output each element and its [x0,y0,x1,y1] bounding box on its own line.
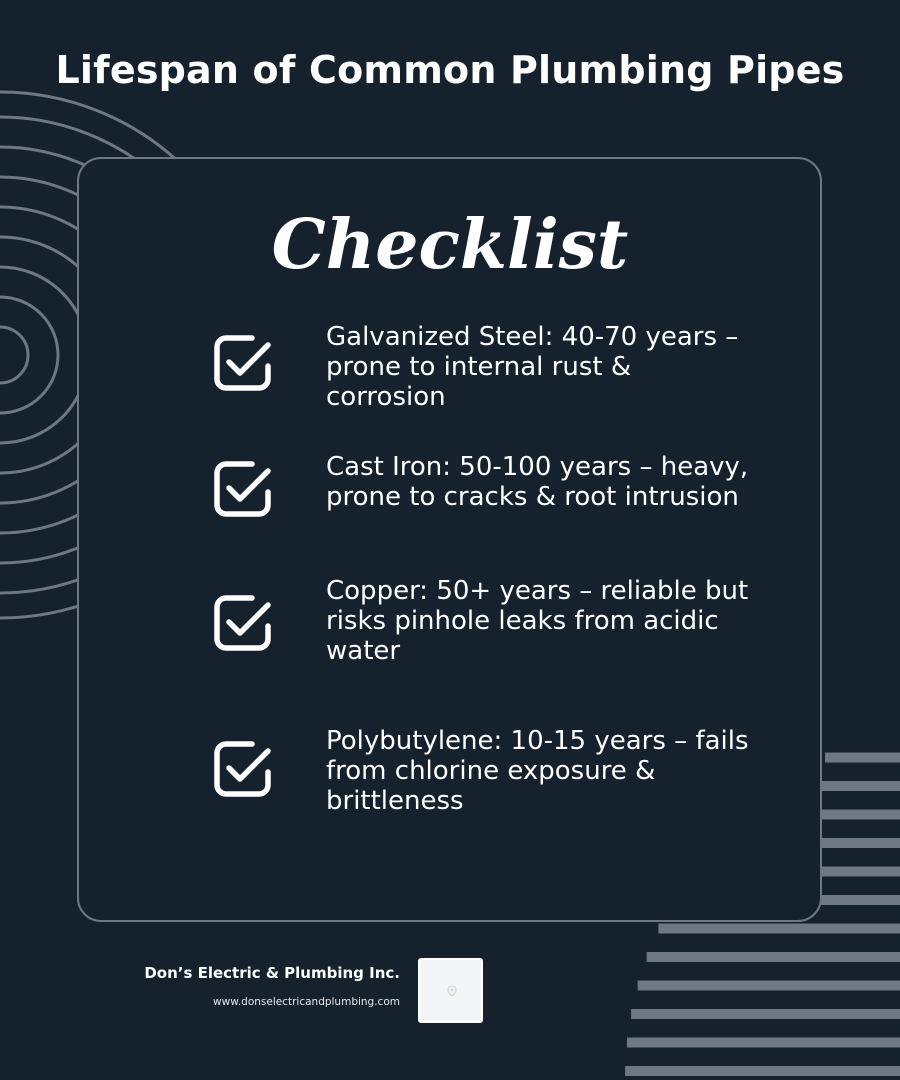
decor-stripe [627,1038,900,1048]
decor-stripe [825,753,900,763]
checkbox-checked-icon [212,332,274,394]
checklist-item-text: Galvanized Steel: 40-70 years – prone to internal rust & corrosion [326,322,739,412]
checklist-item-text: Copper: 50+ years – reliable but risks pinhole leaks from acidic water [326,576,749,666]
company-logo-icon [447,985,457,997]
checklist-item-text: Cast Iron: 50-100 years – heavy, prone to cracks & root intrusion [326,452,749,512]
checklist-heading: Checklist [271,205,629,285]
decor-stripe [638,981,900,991]
checkbox-checked-icon [212,458,274,520]
checklist-item-text: Polybutylene: 10-15 years – fails from chlorine exposure & brittleness [326,726,749,816]
decor-stripe [625,1066,900,1076]
company-name: Don’s Electric & Plumbing Inc. [144,964,400,982]
page-title: Lifespan of Common Plumbing Pipes [55,48,845,92]
company-website-link[interactable]: www.donselectricandplumbing.com [213,996,400,1008]
checkbox-checked-icon [212,592,274,654]
decor-stripe [647,952,900,962]
company-logo [418,958,483,1023]
decor-stripe [658,924,900,934]
checkbox-checked-icon [212,738,274,800]
decor-stripe [631,1009,900,1019]
